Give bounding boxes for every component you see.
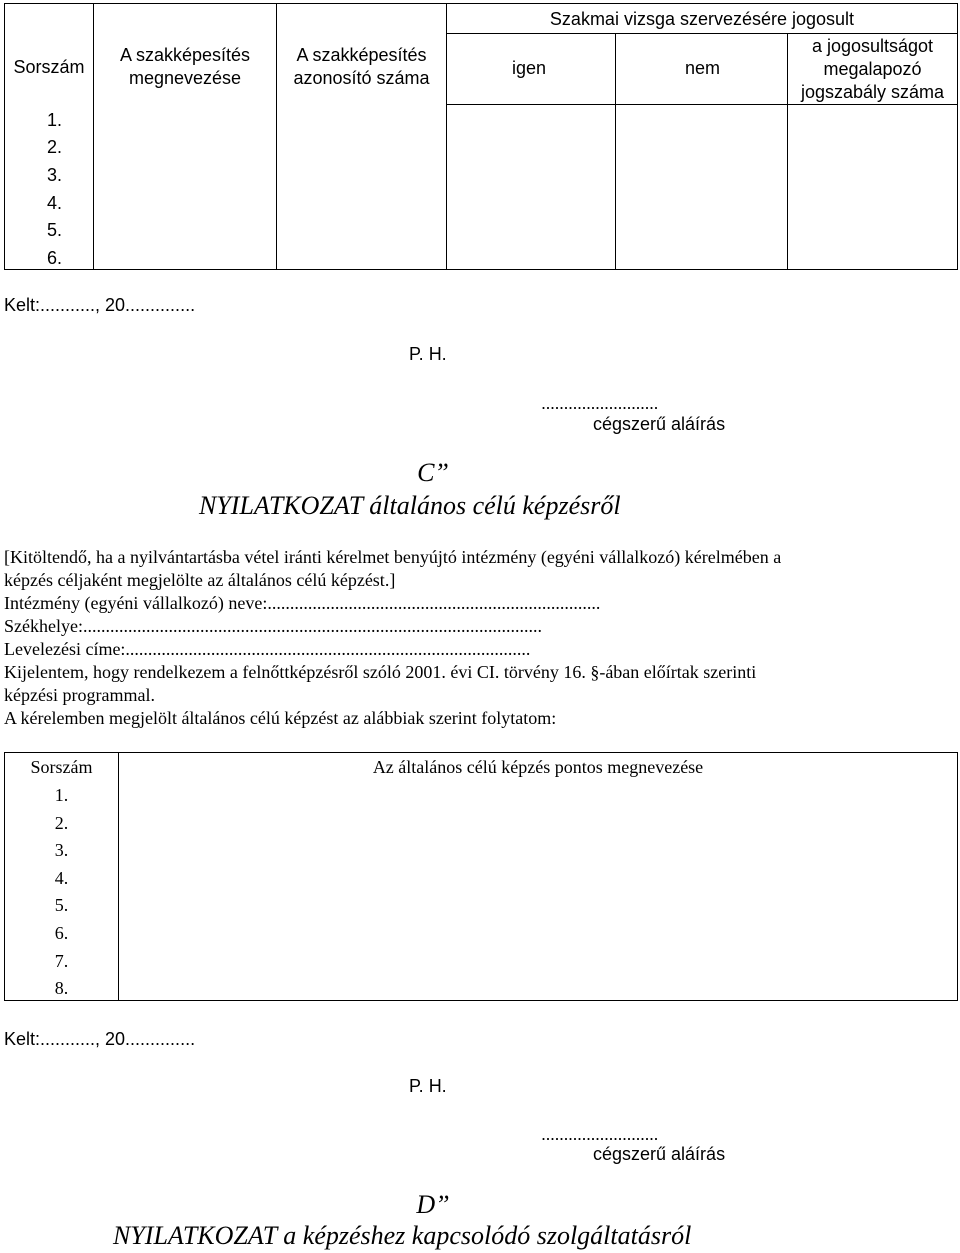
signature-dots: .......................... bbox=[541, 393, 659, 413]
column-divider bbox=[615, 33, 616, 270]
header-azonosito-line1: A szakképesítés bbox=[296, 45, 427, 65]
declaration-line2: képzési programmal. bbox=[4, 685, 155, 705]
declaration-line1: Kijelentem, hogy rendelkezem a felnőttképzésről szóló 2001. évi CI. törvény 16. §-ában előírtak szerinti bbox=[4, 662, 757, 682]
table-border-top bbox=[4, 752, 958, 753]
header-megnevezes-line1: A szakképesítés bbox=[119, 45, 251, 65]
kelt-line: Kelt:..........., 20.............. bbox=[4, 295, 196, 315]
section-letter-d: D” bbox=[416, 1190, 450, 1219]
header-sorszam: Sorszám bbox=[13, 57, 85, 77]
table-row-number: 6. bbox=[54, 923, 69, 943]
kelt-line: Kelt:..........., 20.............. bbox=[4, 1029, 196, 1049]
table-row-number: 6. bbox=[47, 248, 63, 268]
header-azonosito-line2: azonosító száma bbox=[293, 68, 430, 88]
stamp-label: P. H. bbox=[409, 1076, 447, 1096]
header-sorszam: Sorszám bbox=[30, 757, 93, 777]
row-divider bbox=[446, 104, 958, 105]
qualification-table bbox=[4, 3, 958, 270]
stamp-label: P. H. bbox=[409, 344, 447, 364]
header-jogszabaly-line3: jogszabály száma bbox=[800, 82, 945, 102]
table-row-number: 7. bbox=[54, 951, 69, 971]
levelezesi-field: Levelezési címe:.......................................................................................... bbox=[4, 639, 531, 659]
intezmeny-field: Intézmény (egyéni vállalkozó) neve:.......................................................................... bbox=[4, 593, 601, 613]
table-row-number: 3. bbox=[47, 165, 63, 185]
signature-label: cégszerű aláírás bbox=[593, 1144, 726, 1164]
header-jogszabaly-line1: a jogosultságot bbox=[811, 36, 934, 56]
header-megnevezes: Az általános célú képzés pontos megnevezése bbox=[372, 757, 704, 777]
request-line: A kérelemben megjelölt általános célú képzést az alábbiak szerint folytatom: bbox=[4, 708, 557, 728]
table-row-number: 5. bbox=[47, 220, 63, 240]
section-title-c: NYILATKOZAT általános célú képzésről bbox=[199, 491, 621, 520]
instruction-line2: képzés céljaként megjelölte az általános célú képzést.] bbox=[4, 570, 396, 590]
table-row-number: 4. bbox=[54, 868, 69, 888]
table-border-bottom bbox=[4, 1000, 958, 1001]
header-jogosult: Szakmai vizsga szervezésére jogosult bbox=[549, 9, 855, 29]
table-row-number: 4. bbox=[47, 193, 63, 213]
table-row-number: 2. bbox=[54, 813, 69, 833]
table-row-number: 1. bbox=[54, 785, 69, 805]
table-border-top bbox=[4, 3, 958, 4]
table-row-number: 1. bbox=[47, 110, 63, 130]
section-letter-c: C” bbox=[417, 458, 449, 487]
table-border-right bbox=[957, 752, 958, 1001]
header-nem: nem bbox=[685, 58, 721, 78]
signature-label: cégszerű aláírás bbox=[593, 414, 726, 434]
table-row-number: 2. bbox=[47, 137, 63, 157]
table-border-bottom bbox=[4, 269, 958, 270]
training-table bbox=[4, 752, 958, 1001]
header-igen: igen bbox=[512, 58, 547, 78]
table-row-number: 3. bbox=[54, 840, 69, 860]
instruction-line1: [Kitöltendő, ha a nyilvántartásba vétel iránti kérelmet benyújtó intézmény (egyéni vállalkozó) kérelmében a bbox=[4, 547, 782, 567]
header-megnevezes-line2: megnevezése bbox=[128, 68, 242, 88]
szekhely-field: Székhelye:...................................................................................................... bbox=[4, 616, 542, 636]
table-border-left bbox=[4, 3, 5, 270]
table-row-number: 8. bbox=[54, 978, 69, 998]
table-row-number: 5. bbox=[54, 895, 69, 915]
section-title-d: NYILATKOZAT a képzéshez kapcsolódó szolgáltatásról bbox=[113, 1221, 692, 1250]
signature-dots: .......................... bbox=[541, 1124, 659, 1144]
row-divider bbox=[446, 33, 958, 34]
header-jogszabaly-line2: megalapozó bbox=[823, 59, 922, 79]
